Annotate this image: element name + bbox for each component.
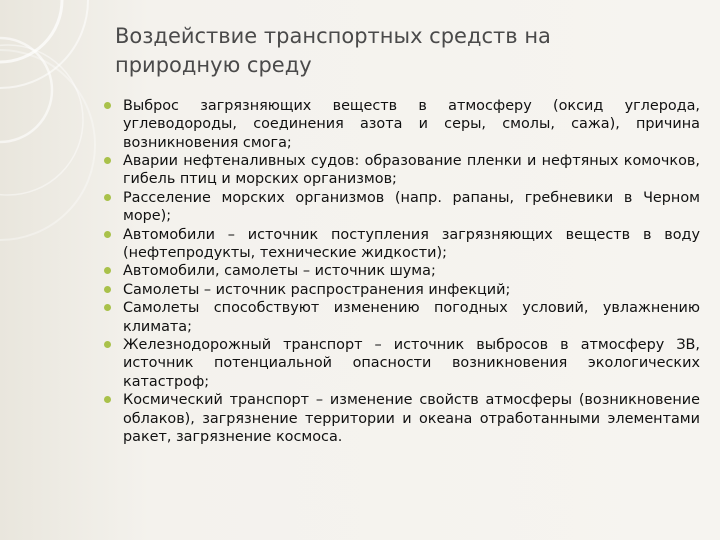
list-item-text: Космический транспорт – изменение свойств атмосферы (возникновение облаков), загрязнение территории и океана отработанными элементами ракет, загрязнение космоса. [123,392,700,445]
list-item-text: Железнодорожный транспорт – источник выбросов в атмосферу ЗВ, источник потенциальной опасности возникновения экологических катастроф; [123,337,700,390]
list-item-text: Выброс загрязняющих веществ в атмосферу (оксид углерода, углеводороды, соединения азота и серы, смолы, сажа), причина возникновения смога; [123,98,700,151]
bullet-dot-icon [104,341,111,348]
list-item [123,391,700,446]
list-item-text: Самолеты способствуют изменению погодных условий, увлажнению климата; [123,300,700,335]
list-item [123,299,700,336]
bullet-list [123,97,700,446]
list-item [123,262,700,280]
bullet-dot-icon [104,102,111,109]
decorative-circles [0,0,140,540]
list-item [123,189,700,226]
page-title: Воздействие транспортных средств на природную среду [115,24,551,77]
list-item-text: Самолеты – источник распространения инфекций; [123,281,511,298]
list-item-text: Автомобили – источник поступления загрязняющих веществ в воду (нефтепродукты, технические жидкости); [123,226,700,261]
list-item [123,281,700,299]
list-item-text: Автомобили, самолеты – источник шума; [123,263,436,280]
bullet-dot-icon [104,286,111,293]
list-item-text: Расселение морских организмов (напр. рапаны, гребневики в Черном море); [123,189,700,225]
list-item-text: Аварии нефтеналивных судов: образование пленки и нефтяных комочков, гибель птиц и морских организмов; [123,153,700,188]
bullet-dot-icon [104,194,111,201]
list-item [123,226,700,263]
list-item [123,97,700,152]
list-item [123,152,700,189]
bullet-dot-icon [104,304,111,311]
bullet-dot-icon [104,396,111,403]
bullet-dot-icon [104,157,111,164]
list-item [123,336,700,391]
bullet-dot-icon [104,267,111,274]
bullet-dot-icon [104,231,111,238]
